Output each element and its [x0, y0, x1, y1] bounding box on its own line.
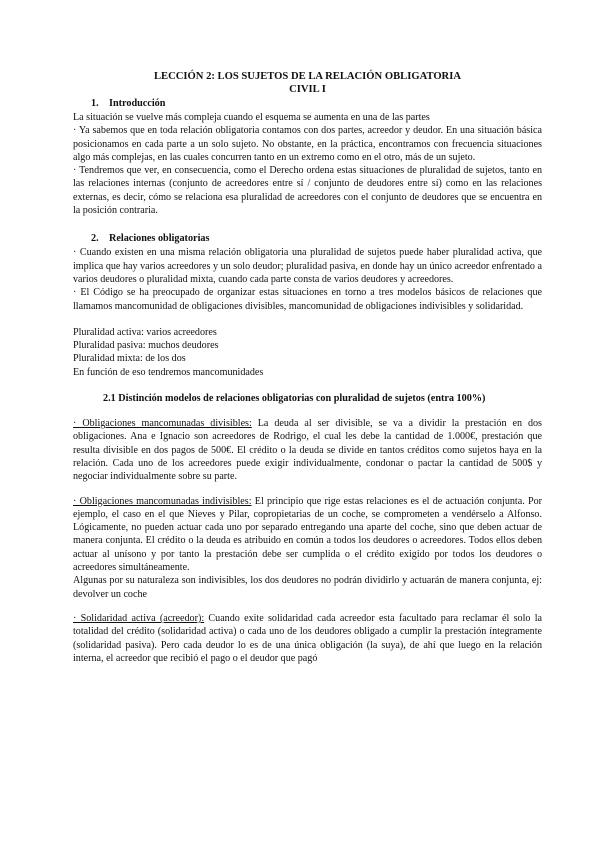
plurality-line: Pluralidad activa: varios acreedores [73, 326, 217, 338]
active-solidarity-label: · Solidaridad activa (acreedor): [73, 612, 205, 624]
plurality-line: Pluralidad pasiva: muchos deudores [73, 340, 219, 352]
section-2-paragraph-1: · Cuando existen en una misma relación obligatoria una pluralidad de sujetos puede haber pluralidad activa, que implica que hay varios acreedores y un solo deudor; pluralidad pasiva, en donde hay un único acreedor enfrentado a varios deudores o pluralidad mixta, cuando cada parte consta de varios deudores y acreedores. [73, 247, 542, 285]
indivisible-obligations-note: Algunas por su naturaleza son indivisibles, los dos deudores no podrán dividirlo y actuarán de manera conjunta, ej: devolver un coche [73, 575, 542, 600]
divisible-obligations-paragraph [73, 417, 542, 483]
section-2-paragraph-2: · El Código se ha preocupado de organizar estas situaciones en torno a tres modelos básicos de relaciones que llamamos mancomunidad de obligaciones divisibles, mancomunidad de obligaciones indivisibles y solidaridad. [73, 287, 542, 312]
section-2-heading [91, 232, 542, 245]
indivisible-obligations-label: · Obligaciones mancomunadas indivisibles: [73, 495, 252, 507]
section-2-1-heading: 2.1 Distinción modelos de relaciones obligatorias con pluralidad de sujetos (entra 100%) [103, 393, 486, 405]
plurality-line: En función de eso tendremos mancomunidades [73, 366, 264, 378]
spacer [73, 313, 542, 326]
active-solidarity-paragraph [73, 612, 542, 665]
indivisible-obligations-text: El principio que rige estas relaciones es el de actuación conjunta. Por ejemplo, el caso en el que Nieves y Pilar, copropietarias de un coche, se comprometen a vendérselo a Alfonso. Lógicamente, no pueden actuar cada uno por separado entregando una aparte del coche, sino que deben actuar de manera conjunta. El crédito o la deuda es atribuido en común a todos los deudores o acreedores. Todos ellos deben actuar al unísono y por tanto la prestación debe ser cumplida o el crédito exigido por todos los deudores o acreedores simultáneamente. [73, 495, 543, 574]
title-line-2: CIVIL I [289, 84, 326, 95]
plurality-line: Pluralidad mixta: de los dos [73, 353, 186, 365]
divisible-obligations-label: · Obligaciones mancomunadas divisibles: [73, 418, 252, 430]
active-solidarity-text: Cuando exite solidaridad cada acreedor esta facultado para reclamar él solo la totalidad del crédito (solidaridad activa) o cada uno de los deudores obligado a cumplir la prestación íntegramente (solidaridad pasiva). Pero cada deudor lo es de una única obligación (la suya), de ahí que luego en la relación interna, el acreedor que recibió el pago o el deudor que pagó [73, 612, 542, 664]
section-1-number: 1. [91, 98, 99, 109]
section-2-title: Relaciones obligatorias [109, 233, 210, 245]
section-1-heading [91, 97, 542, 110]
section-1-paragraph-3: · Tendremos que ver, en consecuencia, como el Derecho ordena estas situaciones de pluralidad de sujetos, tanto en las relaciones internas (conjunto de acreedores entre sí / conjunto de deudores entre sí) como en las relaciones externas, es decir, cómo se relaciona esa pluralidad de acreedores con el conjunto de deudores que se encuentra en la posición contraria. [73, 165, 542, 217]
plurality-list [73, 326, 542, 379]
spacer [73, 484, 542, 495]
title-line-1: LECCIÓN 2: LOS SUJETOS DE LA RELACIÓN OBLIGATORIA [153, 71, 461, 82]
spacer [73, 601, 542, 612]
section-1-title: Introducción [109, 98, 166, 109]
divisible-obligations-text: La deuda al ser divisible, se va a dividir la prestación en dos obligaciones. Ana e Ignacio son acreedores de Rodrigo, el cual les debe la cantidad de 1.000€, prestación que resulta divisible en dos pagos de 500€. El crédito o la deuda se divide en tantos créditos como sujetos haya en la relación. Cada uno de los acreedores puede exigir individualmente, condonar o pactar la cantidad de 500$ y negociar individualmente sobre su parte. [73, 418, 542, 483]
indivisible-obligations-paragraph [73, 495, 542, 575]
document-title [73, 70, 542, 96]
section-2-number: 2. [91, 233, 99, 245]
section-1-paragraph-1: La situación se vuelve más compleja cuando el esquema se aumenta en una de las partes [73, 112, 430, 123]
section-1-paragraph-2: · Ya sabemos que en toda relación obligatoria contamos con dos partes, acreedor y deudor. En una situación básica posicionamos en cada parte a un solo sujeto. No obstante, en la práctica, encontramos con frecuencia situaciones algo más complejas, en las cuales concurren tanto en un extremo como en el otro, más de un sujeto. [73, 125, 542, 163]
